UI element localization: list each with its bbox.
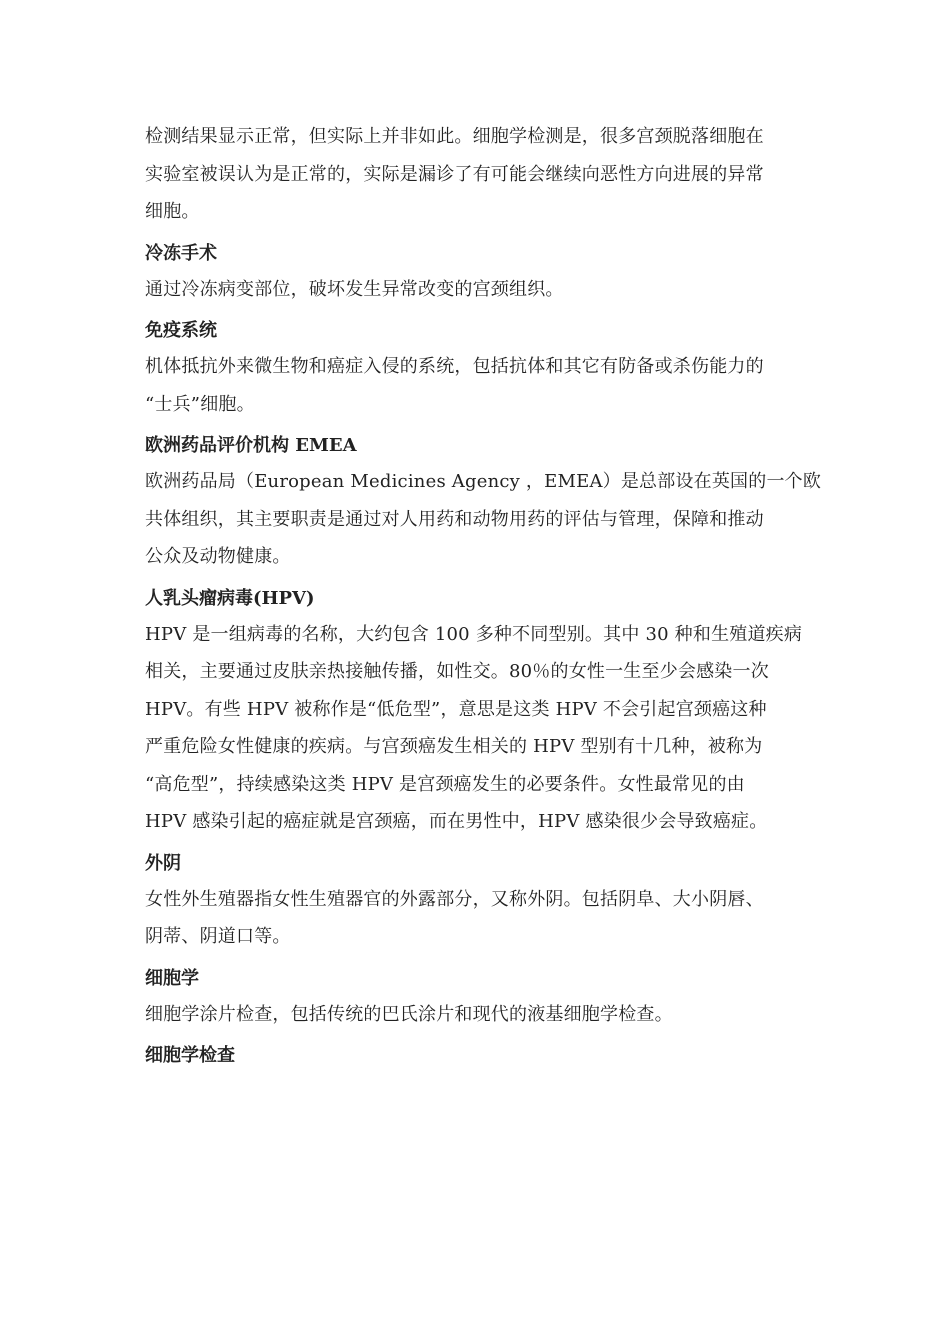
definition-line: 相关，主要通过皮肤亲热接触传播，如性交。80％的女性一生至少会感染一次 [145, 661, 769, 682]
glossary-entry-hpv [145, 584, 810, 841]
definition-line: 通过冷冻病变部位，破坏发生异常改变的宫颈组织。 [145, 278, 564, 300]
glossary-term: 免疫系统 [145, 320, 217, 341]
intro-paragraph [145, 118, 810, 231]
definition-line: 共体组织，其主要职责是通过对人用药和动物用药的评估与管理，保障和推动 [145, 508, 764, 530]
document-page [145, 118, 822, 1079]
definition-line: HPV 是一组病毒的名称，大约包含 100 多种不同型别。其中 30 种和生殖道疾病 [145, 623, 803, 645]
definition-line: 女性外生殖器指女性生殖器官的外露部分，又称外阴。包括阴阜、大小阴唇、 [145, 888, 764, 910]
glossary-entry-emea [145, 431, 822, 576]
definition-line: “高危型”，持续感染这类 HPV 是宫颈癌发生的必要条件。女性最常见的由 [145, 773, 745, 795]
glossary-term: 外阴 [145, 852, 181, 874]
glossary-entry-vulva [145, 849, 810, 956]
paragraph-line: 检测结果显示正常，但实际上并非如此。细胞学检测是，很多宫颈脱落细胞在 [145, 126, 764, 147]
glossary-term: 人乳头瘤病毒(HPV) [145, 587, 315, 609]
glossary-entry-cryosurgery [145, 239, 810, 309]
definition-line: HPV。有些 HPV 被称作是“低危型”，意思是这类 HPV 不会引起宫颈癌这种 [145, 698, 767, 720]
glossary-entry-immune-system [145, 316, 810, 423]
paragraph-line: 细胞。 [145, 201, 200, 222]
definition-line: “士兵”细胞。 [145, 393, 255, 415]
definition-line: 细胞学涂片检查，包括传统的巴氏涂片和现代的液基细胞学检查。 [145, 1003, 673, 1025]
definition-line: 公众及动物健康。 [145, 546, 291, 567]
glossary-entry-cytology [145, 964, 810, 1034]
definition-line: 欧洲药品局（European Medicines Agency ，EMEA）是总部设在英国的一个欧 [145, 471, 822, 492]
definition-line: HPV 感染引起的癌症就是宫颈癌，而在男性中，HPV 感染很少会导致癌症。 [145, 811, 768, 832]
definition-line: 严重危险女性健康的疾病。与宫颈癌发生相关的 HPV 型别有十几种，被称为 [145, 736, 763, 757]
definition-line: 阴蒂、阴道口等。 [145, 926, 291, 947]
glossary-term: 冷冻手术 [145, 242, 217, 264]
glossary-term: 细胞学 [145, 967, 199, 989]
paragraph-line: 实验室被误认为是正常的，实际是漏诊了有可能会继续向恶性方向进展的异常 [145, 163, 764, 185]
definition-line: 机体抵抗外来微生物和癌症入侵的系统，包括抗体和其它有防备或杀伤能力的 [145, 356, 764, 377]
glossary-term: 细胞学检查 [145, 1045, 235, 1066]
glossary-term: 欧洲药品评价机构 EMEA [145, 435, 357, 456]
glossary-entry-cytology-exam [145, 1041, 810, 1071]
